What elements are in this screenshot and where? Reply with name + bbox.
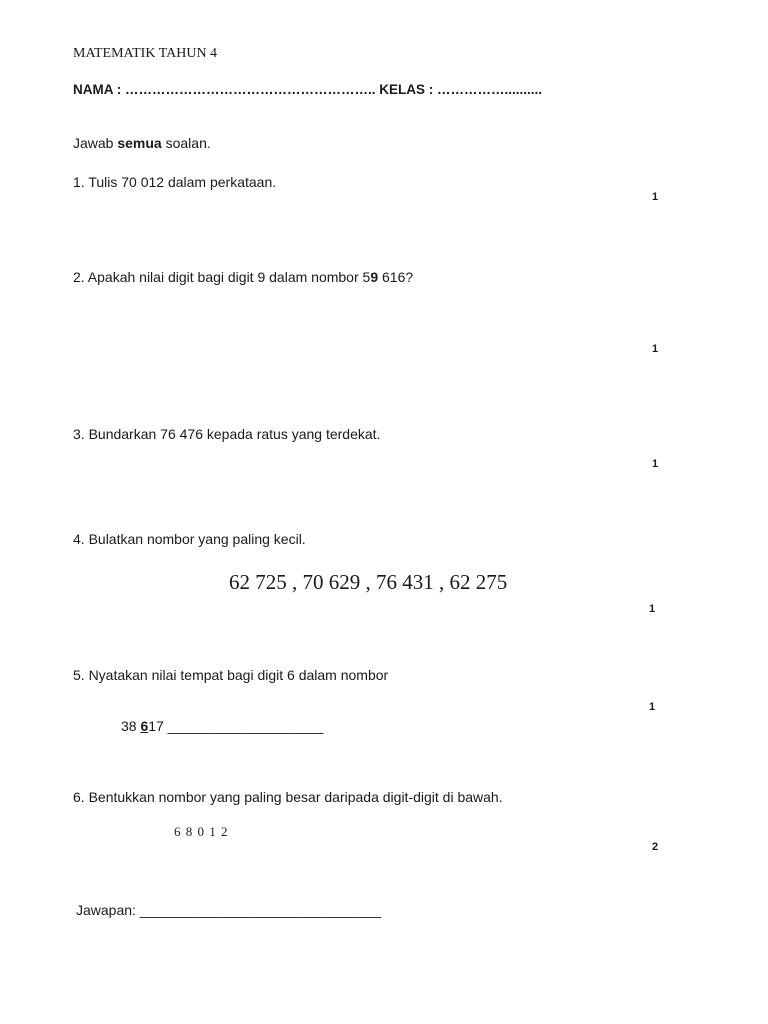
- question-5-mark: 1: [649, 701, 656, 713]
- question-4-numbers: 62 725 , 70 629 , 76 431 , 62 275: [229, 570, 508, 594]
- question-5-num-prefix: 38: [121, 718, 141, 734]
- instruction-bold: semua: [117, 135, 162, 151]
- question-5-num-suffix: 17: [148, 718, 168, 734]
- question-3-mark: 1: [652, 458, 659, 470]
- question-2-bold-digit: 9: [370, 269, 379, 285]
- question-5: 5. Nyatakan nilai tempat bagi digit 6 dalam nombor: [73, 667, 389, 683]
- answer-label: Jawapan:: [76, 902, 140, 918]
- question-2: [73, 269, 413, 285]
- answer-line: [76, 902, 381, 918]
- instruction-suffix: soalan.: [161, 135, 211, 151]
- question-6: 6. Bentukkan nombor yang paling besar daripada digit-digit di bawah.: [73, 789, 503, 805]
- worksheet-title: MATEMATIK TAHUN 4: [73, 46, 218, 61]
- question-5-answer-blank: ____________________: [167, 718, 324, 734]
- question-4: 4. Bulatkan nombor yang paling kecil.: [73, 531, 306, 547]
- question-4-mark: 1: [649, 603, 656, 615]
- question-5-underlined-digit: 6: [140, 718, 149, 734]
- question-3: 3. Bundarkan 76 476 kepada ratus yang terdekat.: [73, 426, 381, 442]
- answer-blank: _______________________________: [139, 902, 382, 918]
- instruction-prefix: Jawab: [73, 135, 118, 151]
- question-2-suffix: 616?: [378, 269, 414, 285]
- instruction: [73, 135, 211, 151]
- name-class-line: NAMA : ……………………………………………….. KELAS : ……………..........: [73, 82, 542, 97]
- question-2-prefix: 2. Apakah nilai digit bagi digit 9 dalam nombor 5: [73, 269, 371, 285]
- question-5-number-line: [121, 718, 323, 734]
- question-6-mark: 2: [652, 841, 659, 853]
- question-6-digits: 6 8 0 1 2: [174, 824, 229, 839]
- question-2-mark: 1: [652, 343, 659, 355]
- question-1: 1. Tulis 70 012 dalam perkataan.: [73, 174, 277, 190]
- question-1-mark: 1: [652, 191, 659, 203]
